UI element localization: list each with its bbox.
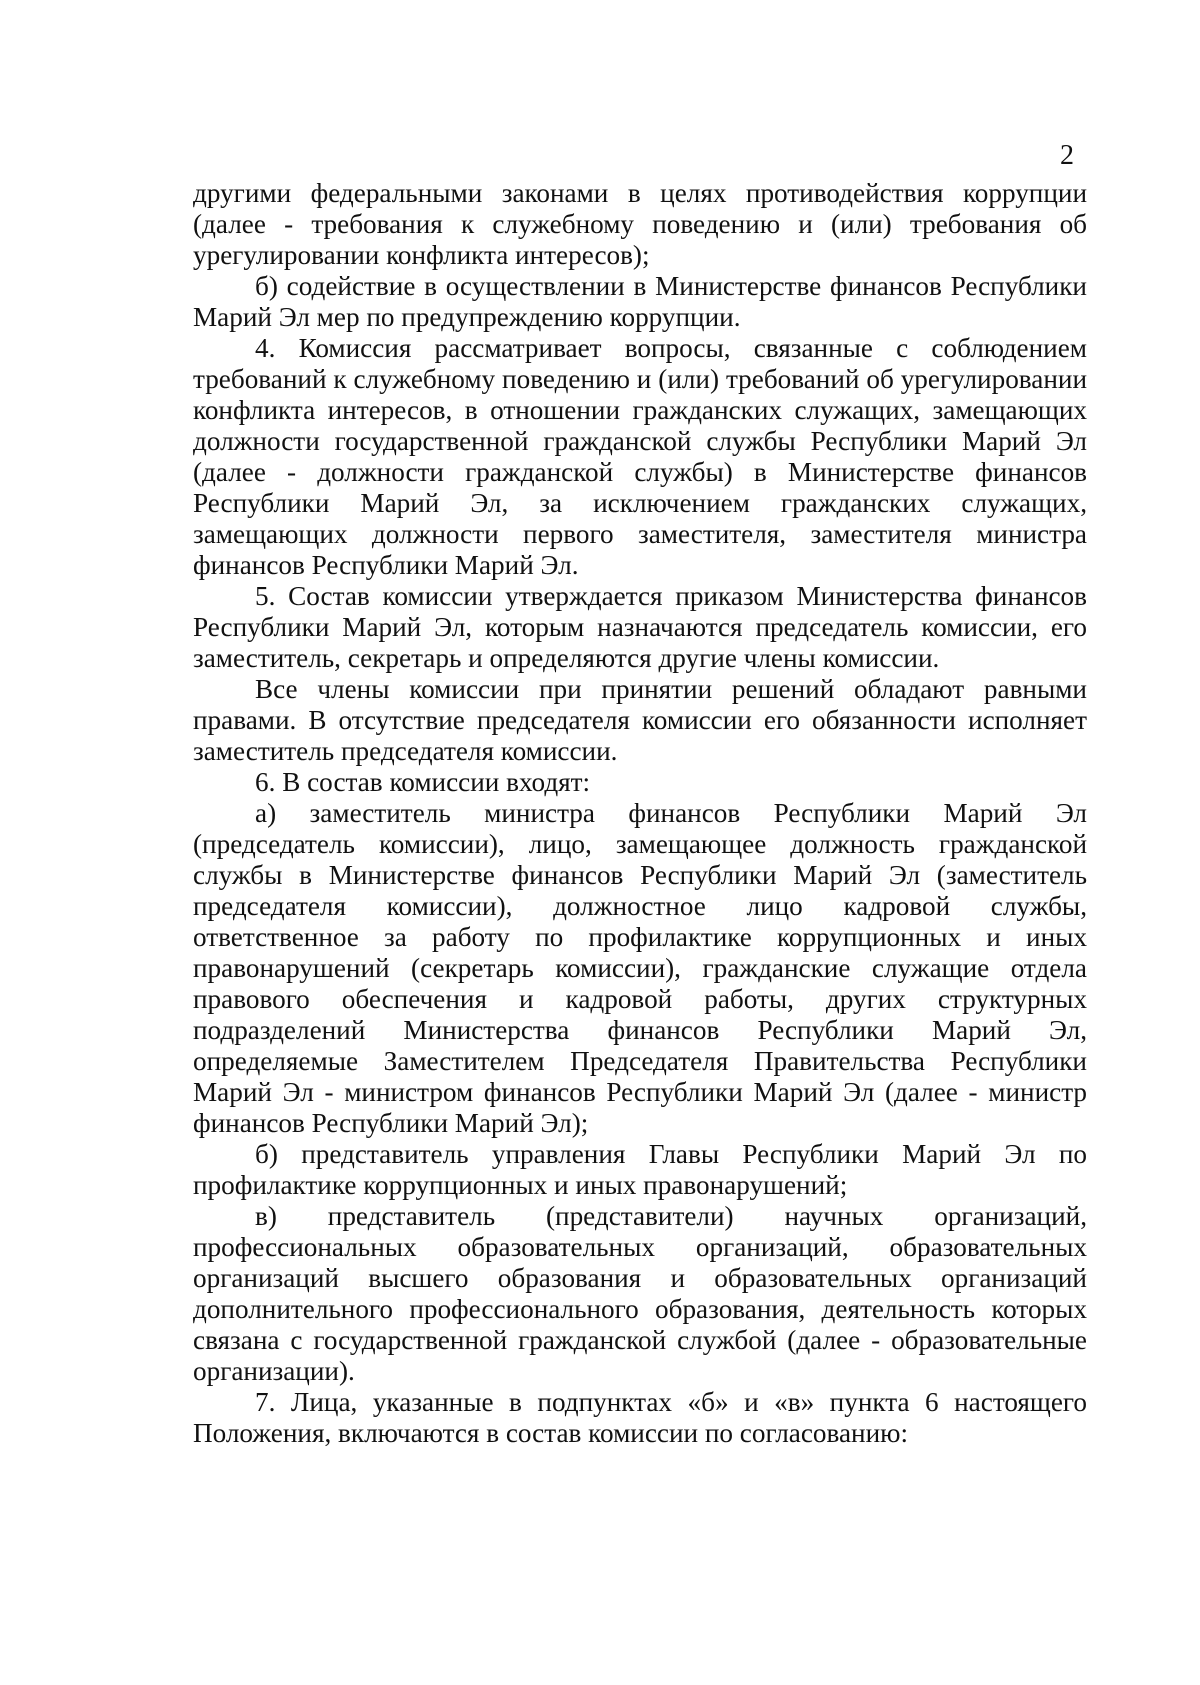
paragraph: 6. В состав комиссии входят: [255,767,591,797]
page-number: 2 [1060,140,1074,171]
paragraph: 4. Комиссия рассматривает вопросы, связанные с соблюдением требований к служебному поведению и (или) требований об урегулировании конфликта интересов, в отношении гражданских служащих, замещающих должности государственной гражданской службы Республики Марий Эл (далее - должности гражданской службы) в Министерстве финансов Республики Марий Эл, за исключением гражданских служащих, замещающих должности первого заместителя, заместителя министра финансов Республики Марий Эл. [193,333,1087,580]
paragraph: 5. Состав комиссии утверждается приказом Министерства финансов Республики Марий Эл, которым назначаются председатель комиссии, его заместитель, секретарь и определяются другие члены комиссии. [193,581,1087,673]
paragraph: б) представитель управления Главы Республики Марий Эл по профилактике коррупционных и иных правонарушений; [193,1139,1087,1200]
paragraph: другими федеральными законами в целях противодействия коррупции (далее - требования к служебному поведению и (или) требования об урегулировании конфликта интересов); [193,178,1087,270]
paragraph: 7. Лица, указанные в подпунктах «б» и «в» пункта 6 настоящего Положения, включаются в состав комиссии по согласованию: [193,1387,1087,1448]
paragraph: б) содействие в осуществлении в Министерстве финансов Республики Марий Эл мер по предупреждению коррупции. [193,271,1087,332]
paragraph: в) представитель (представители) научных организаций, профессиональных образовательных организаций, образовательных организаций высшего образования и образовательных организаций дополнительного профессионального образования, деятельность которых связана с государственной гражданской службой (далее - образовательные организации). [193,1201,1087,1386]
document-body [193,178,1087,1449]
paragraph: Все члены комиссии при принятии решений обладают равными правами. В отсутствие председателя комиссии его обязанности исполняет заместитель председателя комиссии. [193,674,1087,766]
paragraph: а) заместитель министра финансов Республики Марий Эл (председатель комиссии), лицо, замещающее должность гражданской службы в Министерстве финансов Республики Марий Эл (заместитель председателя комиссии), должностное лицо кадровой службы, ответственное за работу по профилактике коррупционных и иных правонарушений (секретарь комиссии), гражданские служащие отдела правового обеспечения и кадровой работы, других структурных подразделений Министерства финансов Республики Марий Эл, определяемые Заместителем Председателя Правительства Республики Марий Эл - министром финансов Республики Марий Эл (далее - министр финансов Республики Марий Эл); [193,798,1087,1138]
